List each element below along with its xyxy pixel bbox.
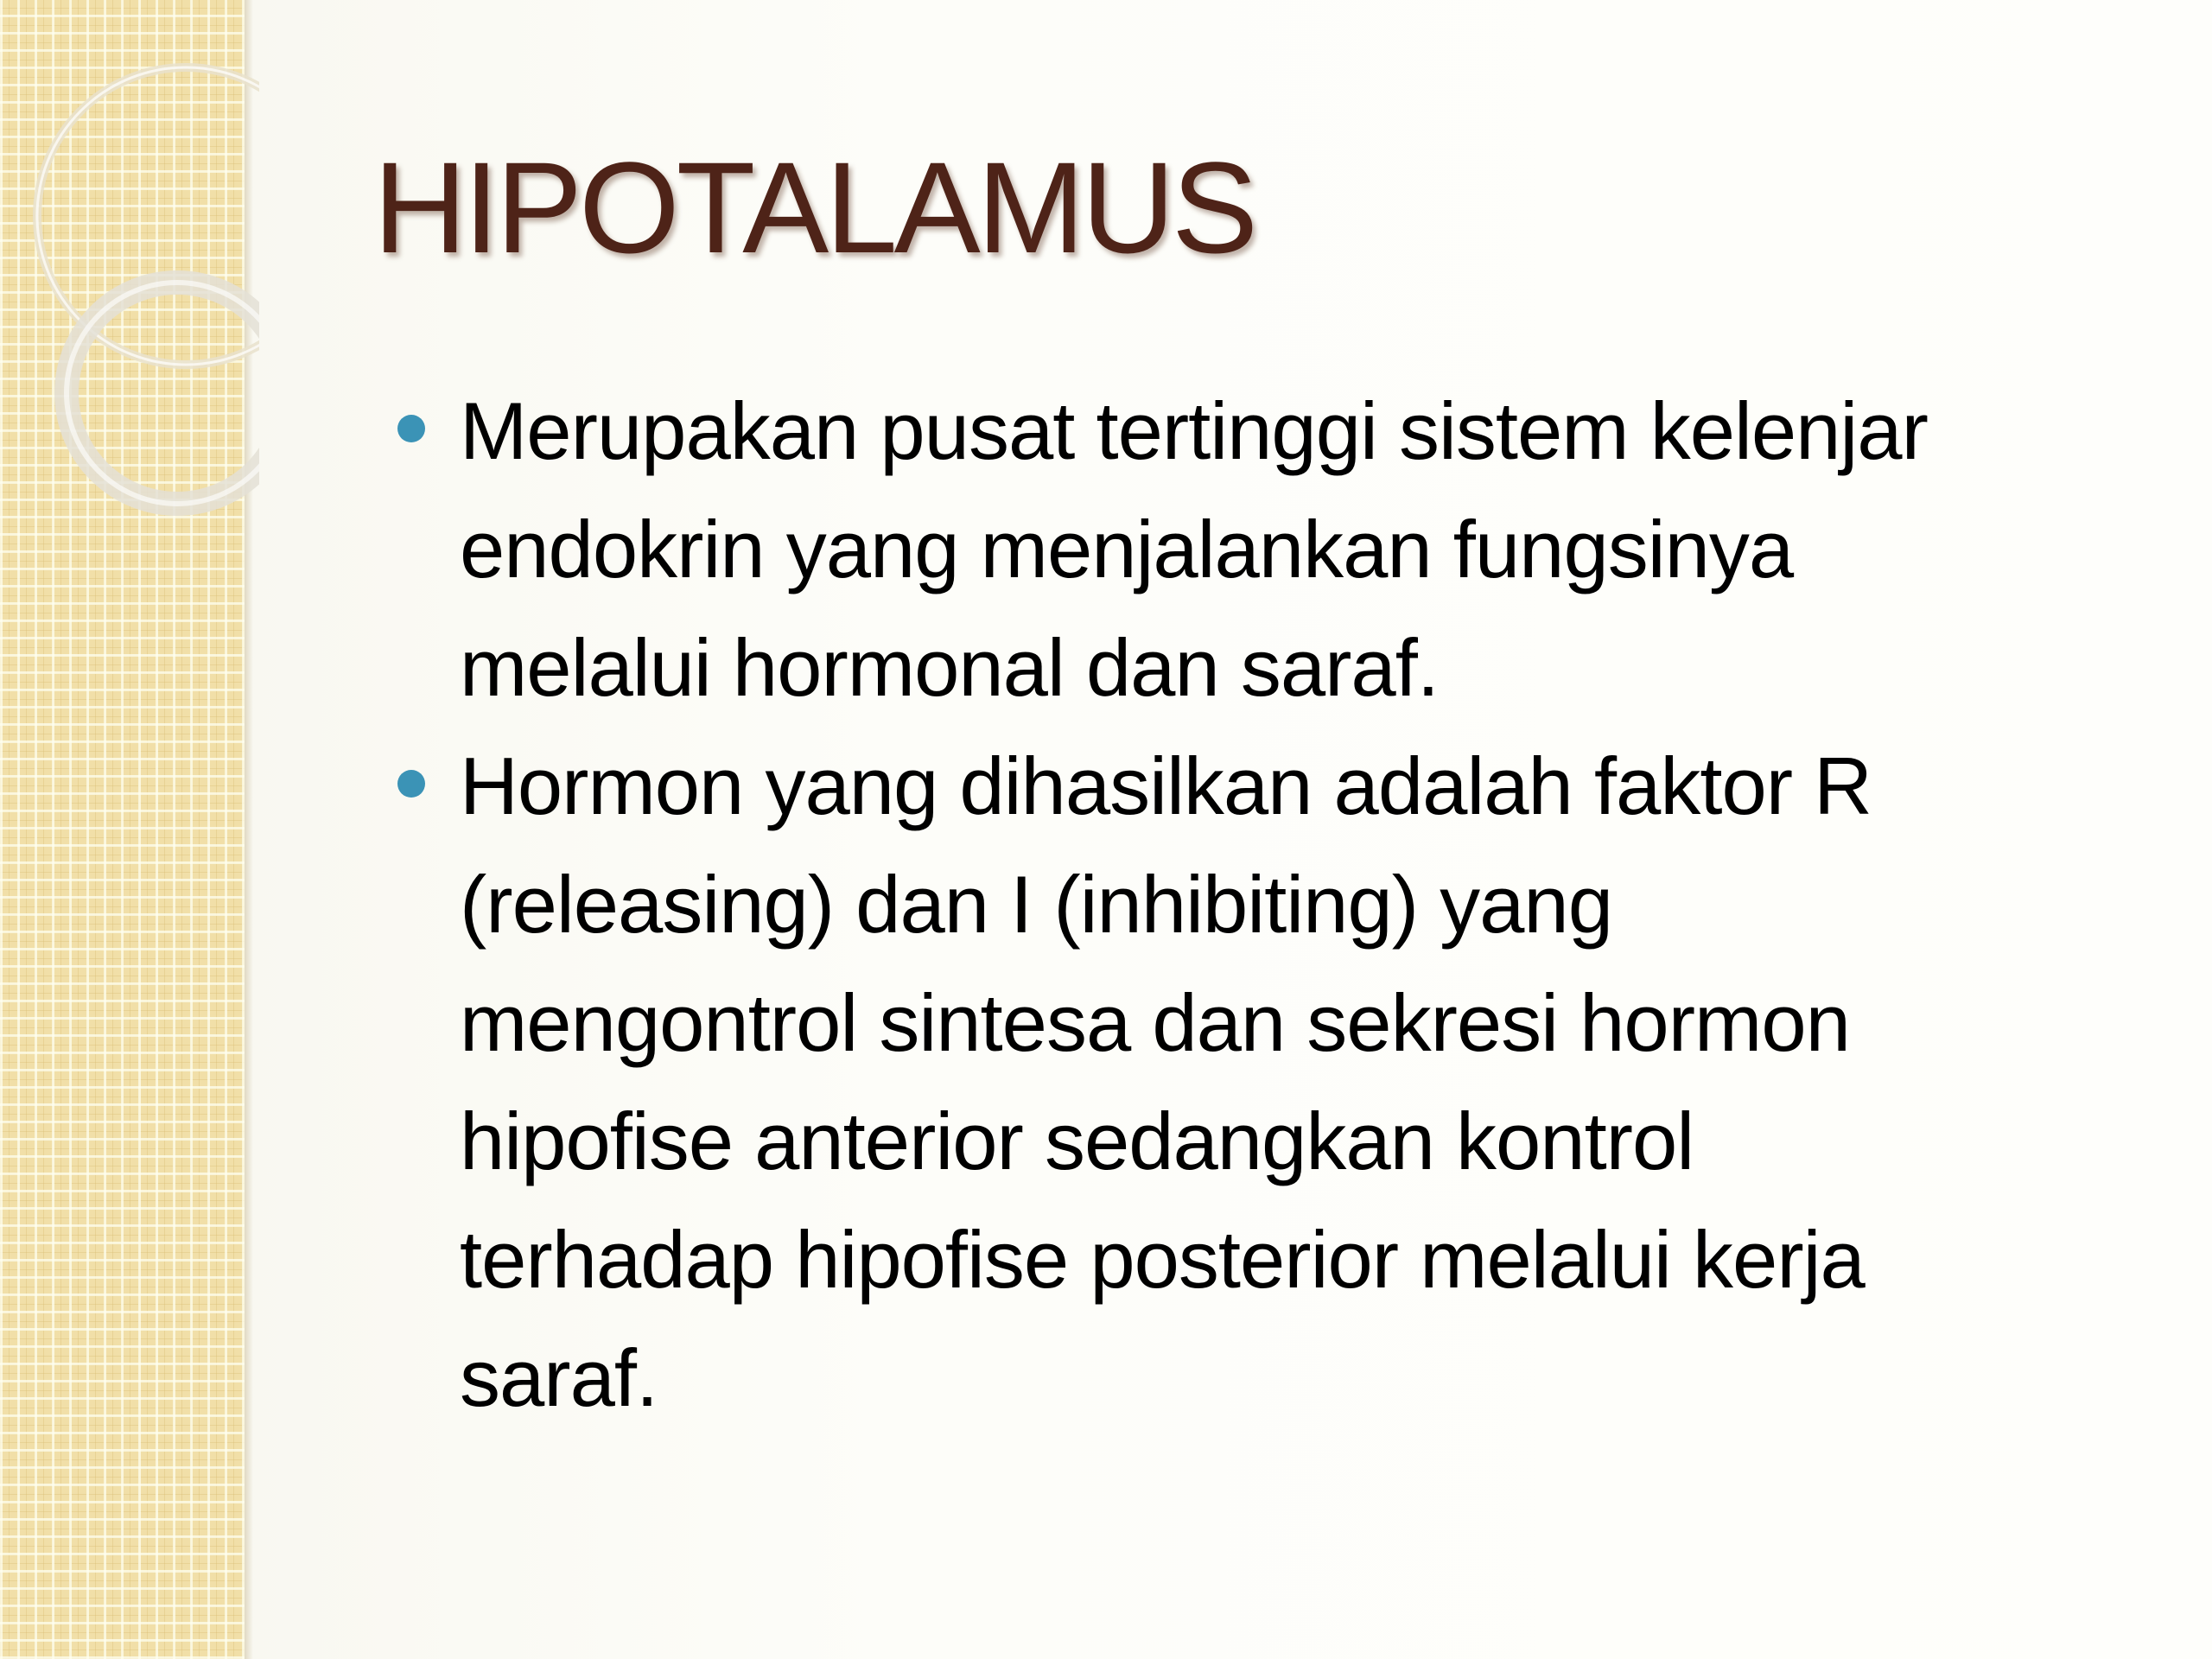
bullet-item	[397, 727, 2177, 1437]
bullet-line: Hormon yang dihasilkan adalah faktor R	[460, 741, 1872, 831]
bullet-line: melalui hormonal dan saraf.	[460, 622, 1439, 713]
bullet-line: hipofise anterior sedangkan kontrol	[460, 1096, 1694, 1186]
large-ring-highlight	[37, 67, 259, 365]
bullet-marker-icon	[397, 770, 425, 798]
bullet-item	[397, 372, 2177, 727]
decorative-rings	[0, 0, 259, 553]
bullet-marker-icon	[397, 415, 425, 442]
bullet-line: terhadap hipofise posterior melalui kerja	[460, 1214, 1865, 1305]
bullet-line: mengontrol sintesa dan sekresi hormon	[460, 977, 1850, 1068]
bullet-line: (releasing) dan I (inhibiting) yang	[460, 859, 1612, 950]
bullet-line: endokrin yang menjalankan fungsinya	[460, 504, 1794, 594]
bullet-line: saraf.	[460, 1332, 658, 1423]
slide-title: HIPOTALAMUS	[373, 135, 1255, 280]
large-ring	[37, 67, 259, 365]
bullet-list	[397, 372, 2177, 1437]
small-ring-highlight	[67, 283, 259, 504]
bullet-line: Merupakan pusat tertinggi sistem kelenjar	[460, 385, 1928, 476]
